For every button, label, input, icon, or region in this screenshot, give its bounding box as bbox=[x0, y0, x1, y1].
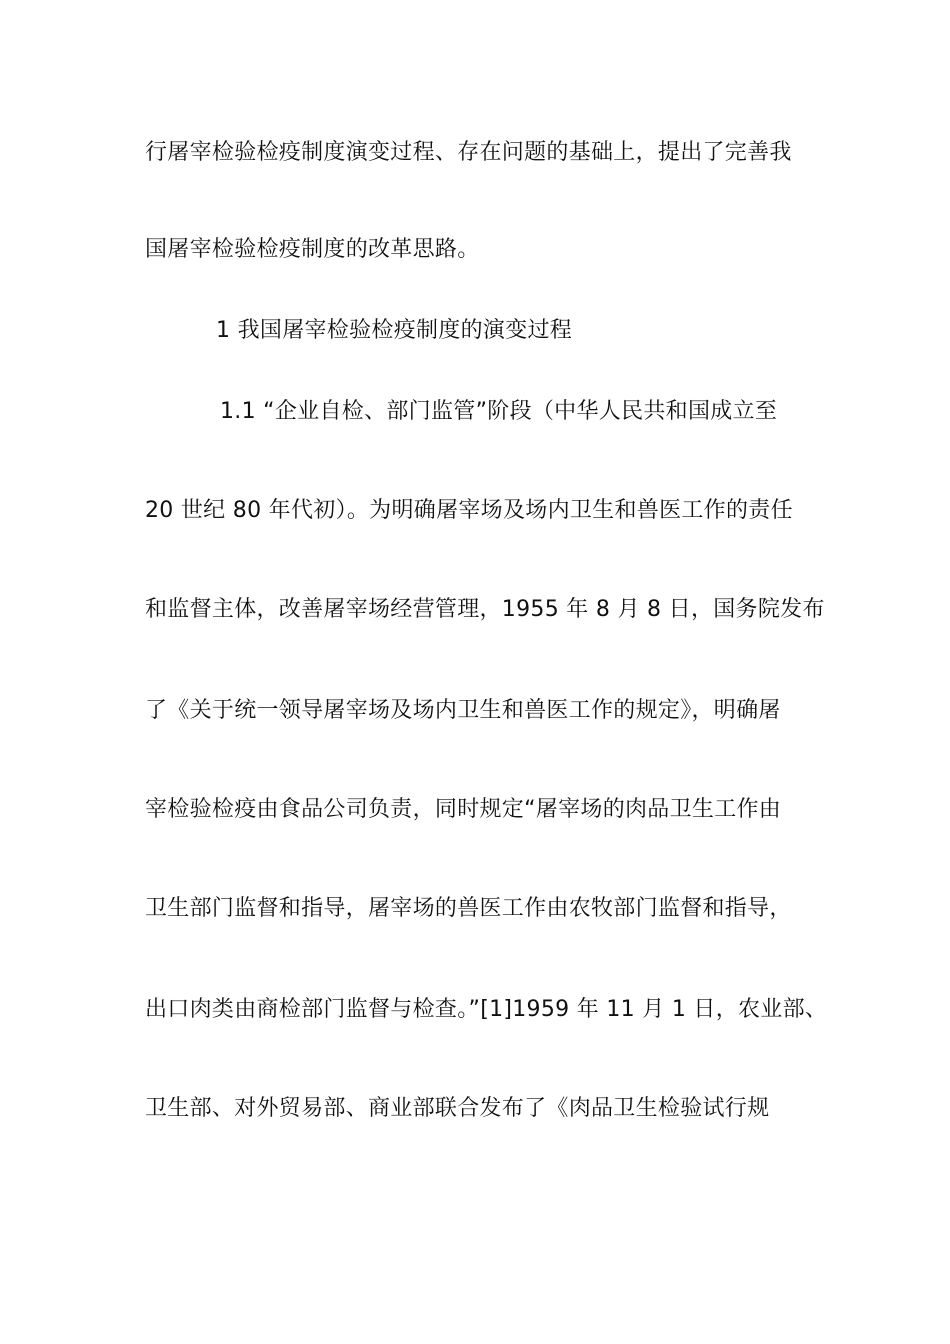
body-text-line: 了《关于统一领导屠宰场及场内卫生和兽医工作的规定》，明确屠 bbox=[145, 698, 781, 723]
body-text-line: 和监督主体，改善屠宰场经营管理，1955 年 8 月 8 日，国务院发布 bbox=[145, 597, 825, 622]
body-text-line: 国屠宰检验检疫制度的改革思路。 bbox=[145, 237, 480, 262]
body-text-line: 行屠宰检验检疫制度演变过程、存在问题的基础上，提出了完善我 bbox=[145, 140, 792, 165]
body-text-line: 20 世纪 80 年代初）。为明确屠宰场及场内卫生和兽医工作的责任 bbox=[145, 498, 793, 523]
subsection-heading: 1.1 “企业自检、部门监管”阶段（中华人民共和国成立至 bbox=[220, 399, 778, 424]
body-text-line: 卫生部门监督和指导，屠宰场的兽医工作由农牧部门监督和指导， bbox=[145, 896, 792, 921]
body-text-line: 出口肉类由商检部门监督与检查。”[1]1959 年 11 月 1 日，农业部、 bbox=[145, 997, 828, 1022]
body-text-line: 宰检验检疫由食品公司负责，同时规定“屠宰场的肉品卫生工作由 bbox=[145, 797, 782, 822]
body-text-line: 卫生部、对外贸易部、商业部联合发布了《肉品卫生检验试行规 bbox=[145, 1096, 770, 1121]
section-heading: 1 我国屠宰检验检疫制度的演变过程 bbox=[216, 318, 573, 343]
